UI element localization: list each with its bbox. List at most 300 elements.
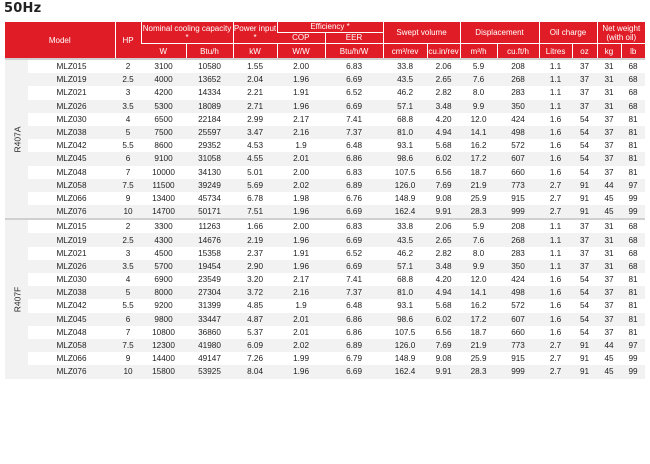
value-cell: 6900 — [154, 275, 173, 285]
value-cell: 283 — [511, 88, 525, 98]
value-cell: 1.1 — [539, 260, 572, 273]
value-cell: 1.99 — [293, 354, 309, 364]
value-cell: 6500 — [154, 114, 173, 124]
value-cell: 4.20 — [435, 275, 452, 285]
value-cell: 37 — [604, 141, 614, 151]
value-cell: 28.3 — [460, 365, 497, 378]
value-cell: 8.04 — [233, 365, 277, 378]
value-cell: 36860 — [198, 327, 221, 337]
value-cell: 2.17 — [293, 275, 309, 285]
value-cell: 5.5 — [122, 301, 134, 311]
value-cell: 2.37 — [247, 248, 263, 258]
value-cell: 9.91 — [427, 205, 460, 219]
value-cell: 68.8 — [397, 114, 413, 124]
table-row — [5, 365, 645, 378]
value-cell: 25597 — [186, 126, 233, 139]
value-cell: 2.00 — [293, 167, 309, 177]
value-cell: 6.89 — [325, 339, 383, 352]
value-cell: 11500 — [141, 179, 186, 192]
value-cell: 12300 — [141, 339, 186, 352]
value-cell: 6.86 — [346, 327, 362, 337]
value-cell: 54 — [579, 167, 590, 177]
value-cell: 9 — [125, 354, 131, 364]
header-efficiency: Efficiency * — [277, 22, 383, 32]
model-cell: MLZ038 — [28, 126, 115, 139]
unit-kg: kg — [597, 44, 621, 60]
value-cell: 57.1 — [383, 260, 427, 273]
value-cell: 4.94 — [427, 286, 460, 299]
value-cell: 4500 — [154, 248, 173, 258]
value-cell: 2.65 — [427, 73, 460, 86]
value-cell: 4.20 — [435, 114, 452, 124]
header-oil-charge: Oil charge — [539, 22, 597, 44]
value-cell: 31 — [597, 100, 621, 113]
value-cell: 6.69 — [325, 365, 383, 378]
value-cell: 6.78 — [247, 193, 263, 203]
value-cell: 6 — [115, 313, 141, 326]
value-cell: 7.5 — [115, 179, 141, 192]
header-net-weight: Net weight (with oil) — [597, 22, 645, 44]
value-cell: 6.89 — [325, 179, 383, 192]
value-cell: 6 — [115, 152, 141, 165]
value-cell: 43.5 — [383, 233, 427, 246]
value-cell: 14400 — [152, 354, 175, 364]
value-cell: 68 — [628, 88, 638, 98]
value-cell: 3.48 — [427, 260, 460, 273]
value-cell: 999 — [497, 205, 539, 219]
value-cell: 81.0 — [383, 286, 427, 299]
value-cell: 350 — [497, 260, 539, 273]
value-cell: 5 — [115, 126, 141, 139]
value-cell: 37 — [572, 59, 597, 73]
value-cell: 19454 — [186, 260, 233, 273]
table-row — [5, 313, 645, 326]
value-cell: 37 — [579, 248, 590, 258]
model-cell: MLZ048 — [56, 167, 87, 177]
value-cell: 107.5 — [394, 327, 416, 337]
value-cell: 99 — [628, 354, 638, 364]
value-cell: 8.0 — [472, 248, 485, 258]
value-cell: 2.02 — [277, 179, 325, 192]
value-cell: 2.71 — [233, 100, 277, 113]
value-cell: 3.5 — [115, 100, 141, 113]
value-cell: 54 — [572, 152, 597, 165]
value-cell: 68.8 — [397, 275, 413, 285]
value-cell: 2.65 — [427, 233, 460, 246]
value-cell: 10580 — [186, 59, 233, 73]
value-cell: 45 — [597, 205, 621, 219]
value-cell: 45 — [604, 193, 614, 203]
value-cell: 4200 — [154, 88, 173, 98]
model-cell: MLZ015 — [28, 219, 115, 233]
value-cell: 607 — [497, 313, 539, 326]
value-cell: 37 — [572, 100, 597, 113]
value-cell: 10 — [115, 205, 141, 219]
table-row — [5, 352, 645, 365]
value-cell: 1.1 — [539, 219, 572, 233]
value-cell: 81 — [621, 152, 645, 165]
value-cell: 1.96 — [277, 233, 325, 246]
page-title: 50Hz — [4, 1, 42, 16]
value-cell: 660 — [511, 327, 525, 337]
value-cell: 3 — [125, 88, 131, 98]
header-nominal-cooling: Nominal cooling capacity * — [142, 23, 232, 42]
value-cell: 37 — [597, 152, 621, 165]
value-cell: 31 — [604, 248, 614, 258]
value-cell: 7500 — [141, 126, 186, 139]
value-cell: 68 — [621, 59, 645, 73]
value-cell: 54 — [572, 126, 597, 139]
table-row — [5, 126, 645, 139]
value-cell: 49147 — [198, 354, 221, 364]
table-body — [5, 59, 645, 379]
value-cell: 31 — [597, 59, 621, 73]
value-cell: 13400 — [152, 193, 175, 203]
value-cell: 2.7 — [539, 179, 572, 192]
value-cell: 14676 — [186, 233, 233, 246]
value-cell: 7.41 — [346, 275, 362, 285]
value-cell: 126.0 — [383, 339, 427, 352]
table-row — [5, 247, 645, 260]
value-cell: 44 — [597, 339, 621, 352]
unit-cu-ft-h: cu.ft/h — [497, 44, 539, 60]
value-cell: 93.1 — [397, 141, 413, 151]
value-cell: 33.8 — [383, 219, 427, 233]
value-cell: 5300 — [141, 100, 186, 113]
header-model: Model — [5, 22, 115, 59]
value-cell: 68 — [621, 260, 645, 273]
table-row — [5, 286, 645, 299]
value-cell: 54 — [579, 141, 590, 151]
value-cell: 2.01 — [277, 313, 325, 326]
value-cell: 57.1 — [383, 100, 427, 113]
value-cell: 6.76 — [346, 193, 362, 203]
value-cell: 498 — [497, 286, 539, 299]
value-cell: 2 — [115, 59, 141, 73]
table-row — [5, 339, 645, 352]
value-cell: 14334 — [198, 88, 221, 98]
value-cell: 31 — [597, 219, 621, 233]
table-row — [5, 59, 645, 73]
model-cell: MLZ019 — [28, 233, 115, 246]
value-cell: 98.6 — [383, 152, 427, 165]
value-cell: 3300 — [141, 219, 186, 233]
table-row — [5, 113, 645, 126]
value-cell: 283 — [511, 248, 525, 258]
value-cell: 81 — [628, 301, 638, 311]
value-cell: 424 — [511, 114, 525, 124]
value-cell: 1.96 — [277, 73, 325, 86]
value-cell: 7.6 — [460, 73, 497, 86]
value-cell: 660 — [511, 167, 525, 177]
value-cell: 773 — [497, 339, 539, 352]
value-cell: 81 — [628, 114, 638, 124]
value-cell: 4.87 — [233, 313, 277, 326]
value-cell: 9 — [125, 193, 131, 203]
value-cell: 12.0 — [470, 114, 487, 124]
header-displacement: Displacement — [460, 22, 539, 44]
value-cell: 268 — [497, 233, 539, 246]
unit-litres: Litres — [539, 44, 572, 60]
value-cell: 2.82 — [435, 88, 452, 98]
value-cell: 6.56 — [435, 327, 452, 337]
value-cell: 2.04 — [233, 73, 277, 86]
value-cell: 5.68 — [435, 301, 452, 311]
value-cell: 6.48 — [346, 301, 362, 311]
value-cell: 3.72 — [233, 286, 277, 299]
value-cell: 2.21 — [247, 88, 263, 98]
value-cell: 2.7 — [549, 193, 562, 203]
value-cell: 54 — [572, 313, 597, 326]
value-cell: 2.16 — [277, 126, 325, 139]
value-cell: 1.6 — [539, 126, 572, 139]
value-cell: 999 — [497, 365, 539, 378]
value-cell: 2.06 — [427, 219, 460, 233]
value-cell: 37 — [572, 233, 597, 246]
value-cell: 12.0 — [470, 275, 487, 285]
value-cell: 68 — [621, 233, 645, 246]
value-cell: 424 — [511, 275, 525, 285]
unit-w-w: W/W — [277, 44, 325, 60]
value-cell: 6.86 — [325, 313, 383, 326]
value-cell: 1.96 — [277, 260, 325, 273]
spec-table — [5, 22, 645, 379]
value-cell: 37 — [597, 126, 621, 139]
value-cell: 6.48 — [346, 141, 362, 151]
value-cell: 5.9 — [460, 59, 497, 73]
value-cell: 31399 — [198, 301, 221, 311]
value-cell: 2.5 — [115, 233, 141, 246]
value-cell: 1.6 — [549, 275, 562, 285]
value-cell: 7 — [125, 327, 131, 337]
value-cell: 53925 — [186, 365, 233, 378]
value-cell: 6.56 — [435, 167, 452, 177]
header-swept-volume: Swept volume — [383, 22, 460, 44]
value-cell: 126.0 — [383, 179, 427, 192]
model-cell: MLZ058 — [28, 179, 115, 192]
value-cell: 7.6 — [460, 233, 497, 246]
value-cell: 54 — [579, 114, 590, 124]
model-cell: MLZ042 — [56, 141, 87, 151]
value-cell: 39249 — [186, 179, 233, 192]
value-cell: 9100 — [141, 152, 186, 165]
value-cell: 1.96 — [277, 205, 325, 219]
value-cell: 18089 — [186, 100, 233, 113]
value-cell: 4.53 — [247, 141, 263, 151]
unit-btu-h: Btu/h — [186, 44, 233, 60]
value-cell: 8000 — [141, 286, 186, 299]
table-row — [5, 273, 645, 286]
value-cell: 7.41 — [346, 114, 362, 124]
value-cell: 1.91 — [293, 88, 309, 98]
value-cell: 2.00 — [277, 59, 325, 73]
value-cell: 98.6 — [383, 313, 427, 326]
value-cell: 68 — [621, 73, 645, 86]
value-cell: 44 — [597, 179, 621, 192]
value-cell: 81 — [621, 126, 645, 139]
value-cell: 14.1 — [460, 126, 497, 139]
value-cell: 41980 — [186, 339, 233, 352]
value-cell: 33447 — [186, 313, 233, 326]
unit-m3-h: m³/h — [460, 44, 497, 60]
value-cell: 34130 — [198, 167, 221, 177]
value-cell: 6.52 — [346, 248, 362, 258]
value-cell: 3.5 — [115, 260, 141, 273]
table-row — [5, 326, 645, 339]
value-cell: 8.0 — [472, 88, 485, 98]
value-cell: 37 — [604, 327, 614, 337]
value-cell: 1.1 — [549, 248, 562, 258]
value-cell: 5.01 — [247, 167, 263, 177]
value-cell: 81 — [621, 313, 645, 326]
model-cell: MLZ042 — [56, 301, 87, 311]
value-cell: 9.9 — [460, 260, 497, 273]
value-cell: 4000 — [141, 73, 186, 86]
value-cell: 5.9 — [460, 219, 497, 233]
value-cell: 350 — [497, 100, 539, 113]
value-cell: 68 — [628, 248, 638, 258]
refrigerant-name: R407A — [12, 126, 23, 153]
value-cell: 43.5 — [383, 73, 427, 86]
value-cell: 45734 — [198, 193, 221, 203]
value-cell: 7.51 — [233, 205, 277, 219]
table-row — [5, 233, 645, 246]
value-cell: 1.55 — [233, 59, 277, 73]
value-cell: 99 — [628, 193, 638, 203]
value-cell: 915 — [511, 354, 525, 364]
value-cell: 148.9 — [394, 354, 416, 364]
value-cell: 37 — [604, 275, 614, 285]
value-cell: 3100 — [141, 59, 186, 73]
value-cell: 2.5 — [115, 73, 141, 86]
model-cell: MLZ026 — [28, 100, 115, 113]
value-cell: 37 — [597, 313, 621, 326]
value-cell: 1.6 — [549, 301, 562, 311]
value-cell: 5 — [115, 286, 141, 299]
value-cell: 99 — [621, 205, 645, 219]
table-row — [5, 192, 645, 205]
value-cell: 97 — [621, 179, 645, 192]
value-cell: 3.20 — [247, 275, 263, 285]
value-cell: 1.9 — [295, 301, 307, 311]
value-cell: 1.1 — [549, 88, 562, 98]
value-cell: 2.16 — [277, 286, 325, 299]
value-cell: 81 — [628, 141, 638, 151]
value-cell: 6.79 — [346, 354, 362, 364]
value-cell: 1.6 — [549, 327, 562, 337]
value-cell: 17.2 — [460, 313, 497, 326]
value-cell: 6.83 — [346, 167, 362, 177]
table-row — [5, 219, 645, 233]
value-cell: 2.17 — [293, 114, 309, 124]
model-cell: MLZ019 — [28, 73, 115, 86]
value-cell: 37 — [572, 219, 597, 233]
value-cell: 4 — [125, 275, 131, 285]
value-cell: 21.9 — [460, 179, 497, 192]
value-cell: 31 — [597, 233, 621, 246]
value-cell: 4 — [125, 114, 131, 124]
value-cell: 81 — [628, 275, 638, 285]
value-cell: 4.85 — [247, 301, 263, 311]
value-cell: 31 — [597, 73, 621, 86]
unit-kw: kW — [233, 44, 277, 60]
value-cell: 37 — [604, 114, 614, 124]
value-cell: 81 — [621, 286, 645, 299]
value-cell: 10800 — [152, 327, 175, 337]
value-cell: 2.7 — [539, 339, 572, 352]
model-cell: MLZ026 — [28, 260, 115, 273]
value-cell: 9.08 — [435, 193, 452, 203]
value-cell: 1.96 — [277, 100, 325, 113]
value-cell: 4.55 — [233, 152, 277, 165]
value-cell: 208 — [497, 59, 539, 73]
value-cell: 27304 — [186, 286, 233, 299]
value-cell: 1.6 — [539, 313, 572, 326]
model-cell: MLZ038 — [28, 286, 115, 299]
value-cell: 2.99 — [247, 114, 263, 124]
value-cell: 2.90 — [233, 260, 277, 273]
table-row — [5, 86, 645, 99]
value-cell: 1.1 — [539, 59, 572, 73]
value-cell: 7.69 — [427, 179, 460, 192]
value-cell: 28.3 — [460, 205, 497, 219]
table-row — [5, 73, 645, 86]
value-cell: 93.1 — [397, 301, 413, 311]
value-cell: 2.82 — [435, 248, 452, 258]
header-power-input: Power input * — [233, 23, 277, 42]
value-cell: 1.1 — [539, 100, 572, 113]
model-cell: MLZ076 — [28, 365, 115, 378]
value-cell: 4300 — [141, 233, 186, 246]
unit-lb: lb — [621, 44, 645, 60]
header-hp: HP — [115, 22, 141, 59]
value-cell: 37 — [579, 88, 590, 98]
value-cell: 17.2 — [460, 152, 497, 165]
value-cell: 2 — [115, 219, 141, 233]
table-row — [5, 205, 645, 219]
value-cell: 6.69 — [325, 100, 383, 113]
value-cell: 9.91 — [427, 365, 460, 378]
value-cell: 37 — [604, 167, 614, 177]
value-cell: 1.1 — [539, 233, 572, 246]
value-cell: 1.1 — [539, 73, 572, 86]
refrigerant-group-label — [5, 59, 28, 219]
value-cell: 54 — [579, 275, 590, 285]
value-cell: 5700 — [141, 260, 186, 273]
value-cell: 2.01 — [293, 327, 309, 337]
value-cell: 11263 — [186, 219, 233, 233]
value-cell: 16.2 — [470, 301, 487, 311]
value-cell: 91 — [572, 179, 597, 192]
value-cell: 5.69 — [233, 179, 277, 192]
value-cell: 2.02 — [277, 339, 325, 352]
model-cell: MLZ045 — [28, 313, 115, 326]
value-cell: 18.7 — [470, 327, 487, 337]
value-cell: 7.69 — [427, 339, 460, 352]
value-cell: 33.8 — [383, 59, 427, 73]
model-cell: MLZ030 — [56, 275, 87, 285]
value-cell: 6.09 — [233, 339, 277, 352]
value-cell: 7.26 — [247, 354, 263, 364]
value-cell: 2.7 — [539, 205, 572, 219]
header-cop: COP — [277, 32, 325, 43]
value-cell: 208 — [497, 219, 539, 233]
model-cell: MLZ045 — [28, 152, 115, 165]
value-cell: 37 — [604, 301, 614, 311]
value-cell: 2.01 — [277, 152, 325, 165]
table-row — [5, 100, 645, 113]
value-cell: 37 — [572, 73, 597, 86]
